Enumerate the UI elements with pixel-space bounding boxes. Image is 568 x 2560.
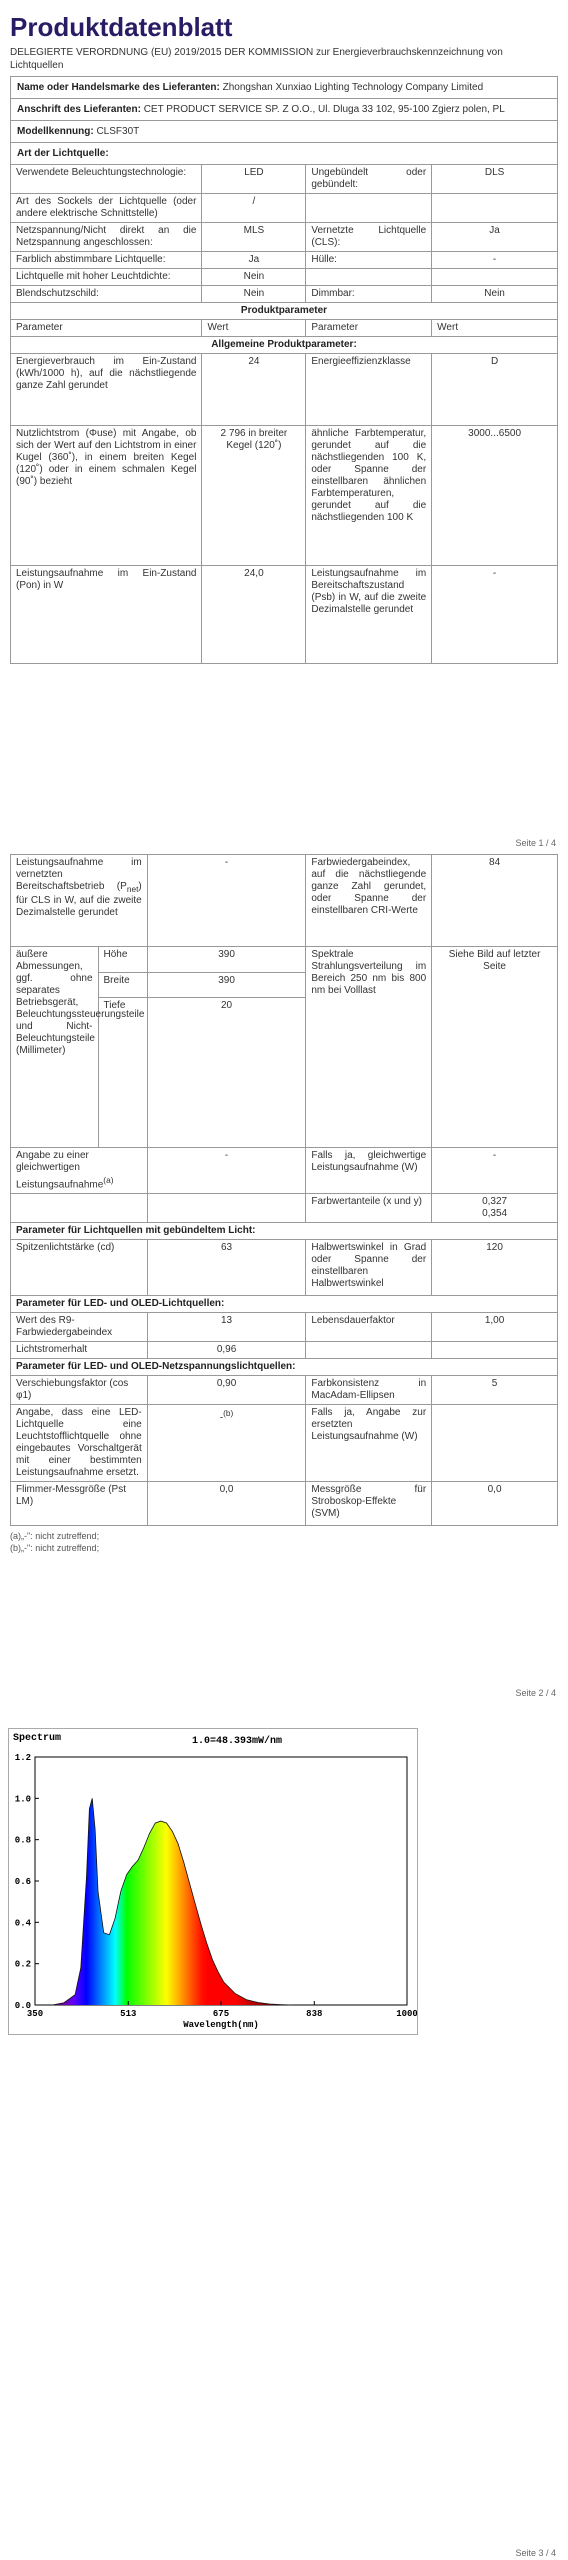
row-value: MLS [202,223,306,252]
row-label: Netzspannung/Nicht direkt an die Netzspannung angeschlossen: [11,223,202,252]
replace-label: Angabe, dass eine LED-Lichtquelle eine Leuchtstofflichtquelle ohne eingebautes Vorschaltgerät mit einer bestimmten Leistungsaufnahme ersetzt. [11,1405,148,1482]
light-source-row [11,223,558,252]
macadam-label: Farbkonsistenz in MacAdam-Ellipsen [306,1376,432,1405]
row-label-2 [306,269,432,286]
col-parameter-1: Parameter [11,320,202,337]
chromaticity-value [432,1194,558,1223]
cosphi-value: 0,90 [147,1376,306,1405]
lumen-maint-label: Lichtstromerhalt [11,1342,148,1359]
empty-cell [432,1342,558,1359]
equiv-label [11,1148,148,1194]
dim-tiefe-value: 20 [147,998,306,1148]
row-label: Blendschutzschild: [11,286,202,303]
spectral-label: Spektrale Strahlungsverteilung im Bereich 250 nm bis 800 nm bei Volllast [306,947,432,1148]
cri-label: Farbwiedergabeindex, auf die nächstliegende ganze Zahl gerundet, oder Spanne der einstellbaren CRI-Werte [306,855,432,947]
y-tick-label: 0.4 [14,1918,31,1929]
row-value-2: Nein [432,286,558,303]
light-source-row [11,165,558,194]
x-tick-label: 513 [120,2009,137,2019]
page-2-content [10,854,558,1554]
type-header: Art der Lichtquelle: [10,142,558,164]
beam-angle-label: Halbwertswinkel in Grad oder Spanne der einstellbaren Halbwertswinkel [306,1240,432,1296]
flicker-value: 0,0 [147,1482,306,1526]
col-wert-2: Wert [432,320,558,337]
y-tick-label: 0.2 [14,1959,31,1970]
row-value-2: Ja [432,223,558,252]
row-label-2: Dimmbar: [306,286,432,303]
document-title: Produktdatenblatt [10,12,233,42]
y-tick-label: 0.0 [14,2001,31,2011]
cosphi-label: Verschiebungsfaktor (cos φ1) [11,1376,148,1405]
footnote-a: (a)„-": nicht zutreffend; [10,1531,100,1542]
address-label: Anschrift des Lieferanten: [17,104,141,115]
flicker-label: Flimmer-Messgröße (Pst LM) [11,1482,148,1526]
row-label: Verwendete Beleuchtungstechnologie: [11,165,202,194]
lumen-maint-value: 0,96 [147,1342,306,1359]
regulation-text: DELEGIERTE VERORDNUNG (EU) 2019/2015 DER KOMMISSION zur Energieverbrauchskennzeichnung von Lichtquellen [10,47,503,71]
section-led: Parameter für LED- und OLED-Lichtquellen: [11,1296,558,1313]
model-block [10,120,558,142]
y-tick-label: 1.2 [14,1753,31,1763]
footnote-ref-b: (b) [223,1408,234,1419]
replace-power-label: Falls ja, Angabe zur ersetzten Leistungsaufnahme (W) [306,1405,432,1482]
replace-value-text: - [219,1412,224,1424]
param-value-2: D [432,354,558,426]
page-1-number: Seite 1 / 4 [515,838,556,848]
x-tick-label: 350 [26,2009,44,2019]
page-2-number: Seite 2 / 4 [515,1688,556,1698]
param-label: Energieverbrauch im Ein-Zustand (kWh/1000 h), auf die nächstliegende ganze Zahl gerundet [11,354,202,426]
equiv-label-text: Angabe zu einer gleichwertigen Leistungsaufnahme [16,1150,104,1191]
row-label-2 [306,194,432,223]
light-source-row [11,269,558,286]
row-label: Farblich abstimmbare Lichtquelle: [11,252,202,269]
r9-value: 13 [147,1313,306,1342]
address-value: CET PRODUCT SERVICE SP. Z O.O., Ul. Dluga 33 102, 95-100 Zgierz polen, PL [143,104,505,115]
row-label-2: Hülle: [306,252,432,269]
x-axis-label: Wavelength(nm) [183,2020,259,2030]
equiv-power-value: - [432,1148,558,1194]
param-label-2: Energieeffizienzklasse [306,354,432,426]
footnote-ref-a: (a) [103,1175,114,1185]
col-parameter-2: Parameter [306,320,432,337]
dim-hoehe-label: Höhe [98,947,147,973]
allgemein-header: Allgemeine Produktparameter: [11,337,558,354]
param-value-2: - [432,566,558,664]
param-label: Leistungsaufnahme im Ein-Zustand (Pon) in W [11,566,202,664]
dim-hoehe-value: 390 [147,947,306,973]
row-label: Art des Sockels der Lichtquelle (oder andere elektrische Schnittstelle) [11,194,202,223]
address-block [10,98,558,120]
beam-angle-value: 120 [432,1240,558,1296]
row-label: Lichtquelle mit hoher Leuchtdichte: [11,269,202,286]
pnet-label: Leistungsaufnahme im vernetzten Bereitschaftsbetrieb $(P_{net})$ für CLS in W, auf die zweite Dezimalstelle gerundet [11,855,148,947]
row-value: / [202,194,306,223]
peak-intensity-label: Spitzenlichtstärke (cd) [11,1240,148,1296]
y-tick-label: 0.8 [14,1835,31,1846]
param-label-2: ähnliche Farbtemperatur, gerundet auf die nächstliegenden 100 K, oder Spanne der einstellbaren ähnlichen Farbtemperaturen, gerundet auf die nächstliegenden 100 K [306,426,432,566]
peak-intensity-value: 63 [147,1240,306,1296]
svm-label: Messgröße für Stroboskop-Effekte (SVM) [306,1482,432,1526]
x-tick-label: 1000 [396,2009,417,2019]
equiv-power-label: Falls ja, gleichwertige Leistungsaufnahme (W) [306,1148,432,1194]
light-source-row [11,194,558,223]
section-gebuendelt: Parameter für Lichtquellen mit gebündeltem Licht: [11,1223,558,1240]
row-label-2: Ungebündelt oder gebündelt: [306,165,432,194]
cri-value: 84 [432,855,558,947]
row-value-2: - [432,252,558,269]
svm-value: 0,0 [432,1482,558,1526]
dim-tiefe-label: Tiefe [98,998,147,1148]
light-source-row [11,252,558,269]
replace-value [147,1405,306,1482]
chromaticity-x: 0,327 [482,1196,508,1208]
spectral-value: Siehe Bild auf letzter Seite [432,947,558,1148]
parameter-row [11,426,558,566]
param-value: 24,0 [202,566,306,664]
equiv-value: - [147,1148,306,1194]
empty-cell [306,1342,432,1359]
pnet-value: - [147,855,306,947]
param-label-2: Leistungsaufnahme im Bereitschaftszustand (Psb) in W, auf die zweite Dezimalstelle gerundet [306,566,432,664]
row-value-2 [432,194,558,223]
r9-label: Wert des R9-Farbwiedergabeindex [11,1313,148,1342]
parameter-row [11,566,558,664]
param-value-2: 3000...6500 [432,426,558,566]
row-value-2: DLS [432,165,558,194]
spectrum-chart [8,1728,418,2035]
row-label-2: Vernetzte Lichtquelle (CLS): [306,223,432,252]
light-source-table [10,164,558,664]
x-tick-label: 838 [306,2009,323,2019]
chart-annotation: 1.0=48.393mW/nm [191,1736,283,1747]
param-value: 2 796 in breiter Kegel (120˚) [202,426,306,566]
empty-cell [11,1194,148,1223]
row-value-2 [432,269,558,286]
dims-label: äußere Abmessungen, ggf. ohne separates Betriebsgerät, Beleuchtungssteuerungsteile und Nicht-Beleuchtungsteile (Millimeter) [11,947,99,1148]
survival-value: 1,00 [432,1313,558,1342]
parameter-row [11,354,558,426]
row-value: Nein [202,286,306,303]
param-label: Nutzlichtstrom (Φuse) mit Angabe, ob sich der Wert auf den Lichtstrom in einer Kugel (360˚), in einem breiten Kegel (120˚) oder in einem schmalen Kegel (90˚) bezieht [11,426,202,566]
model-label: Modellkennung: [17,126,94,137]
chromaticity-y: 0,354 [482,1208,508,1220]
survival-label: Lebensdauerfaktor [306,1313,432,1342]
footnote-b: (b)„-": nicht zutreffend; [10,1543,100,1554]
row-value: Ja [202,252,306,269]
y-tick-label: 1.0 [14,1794,31,1805]
produktparameter-header: Produktparameter [11,303,558,320]
x-tick-label: 675 [212,2009,230,2019]
chart-title: Spectrum [13,1733,62,1744]
spectrum-svg [9,1729,417,2034]
macadam-value: 5 [432,1376,558,1405]
supplier-block [10,76,558,98]
page-3-number: Seite 3 / 4 [515,2548,556,2558]
page-1-content [10,4,558,664]
row-value: Nein [202,269,306,286]
model-value: CLSF30T [96,126,140,137]
dim-breite-label: Breite [98,972,147,998]
light-source-row [11,286,558,303]
supplier-label: Name oder Handelsmarke des Lieferanten: [17,82,220,93]
empty-cell [147,1194,306,1223]
parameter-table-2 [10,854,558,1526]
chromaticity-label: Farbwertanteile (x und y) [306,1194,432,1223]
param-value: 24 [202,354,306,426]
dim-breite-value: 390 [147,972,306,998]
section-netz: Parameter für LED- und OLED-Netzspannungslichtquellen: [11,1359,558,1376]
supplier-value: Zhongshan Xunxiao Lighting Technology Company Limited [222,82,484,93]
replace-power-value [432,1405,558,1482]
y-tick-label: 0.6 [14,1877,31,1887]
col-wert-1: Wert [202,320,306,337]
row-value: LED [202,165,306,194]
